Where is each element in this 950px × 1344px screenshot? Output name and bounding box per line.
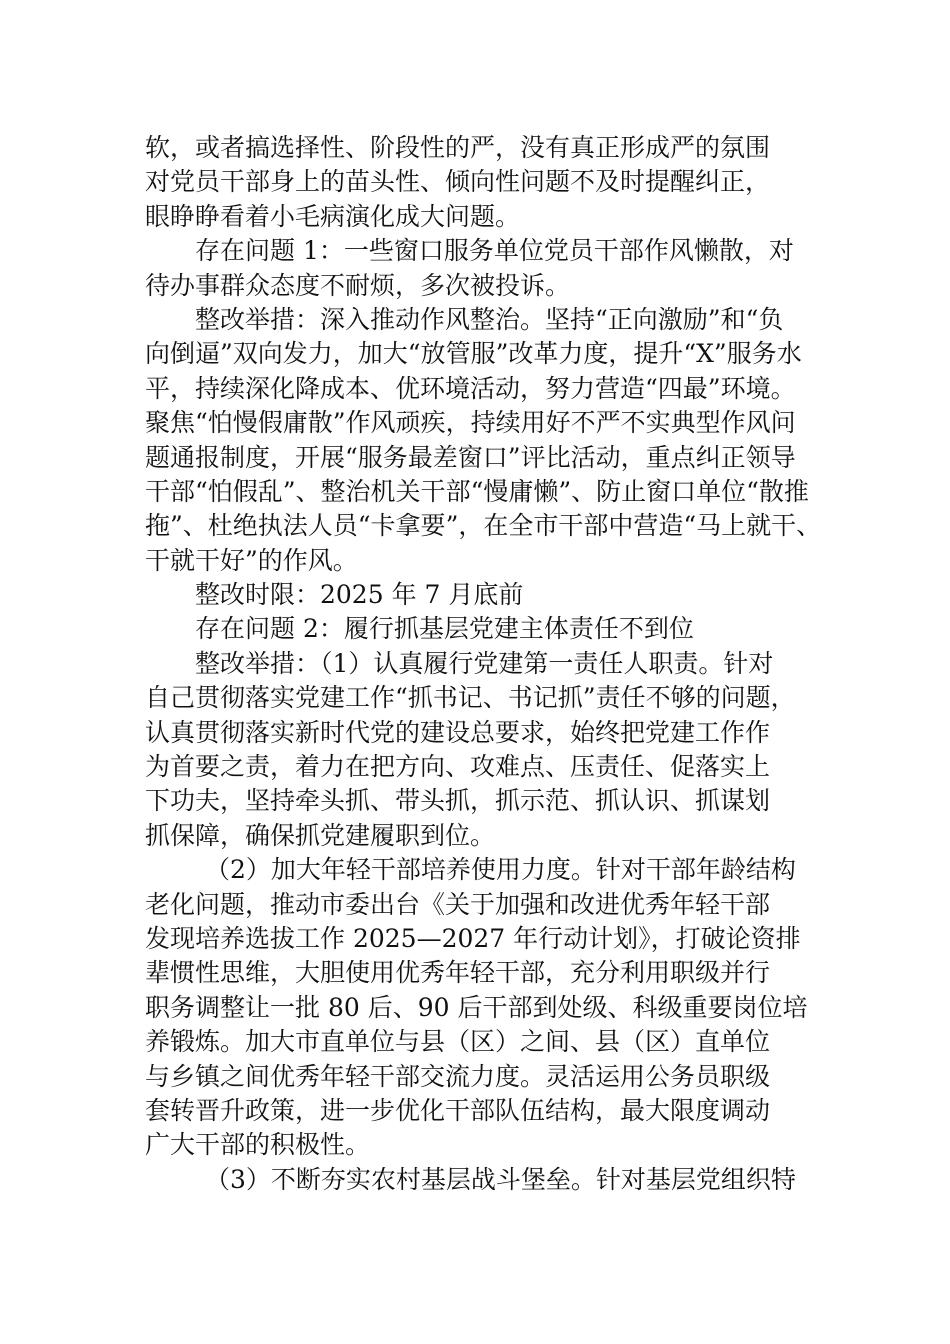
- text-line: 发现培养选拔工作 2025—2027 年行动计划》，打破论资排: [145, 923, 801, 953]
- text-line: 平，持续深化降成本、优环境活动，努力营造“四最”环境。: [145, 373, 796, 403]
- text-line: 认真贯彻落实新时代党的建设总要求，始终把党建工作作: [145, 717, 771, 747]
- text-line: （2）加大年轻干部培养使用力度。针对干部年龄结构: [205, 855, 796, 885]
- text-line: 为首要之责，着力在把方向、攻难点、压责任、促落实上: [145, 752, 771, 782]
- text-line: 干部“怕假乱”、整治机关干部“慢庸懒”、防止窗口单位“散推: [145, 476, 809, 506]
- text-line: 整改时限：2025 年 7 月底前: [195, 580, 524, 610]
- text-line: （3）不断夯实农村基层战斗堡垒。针对基层党组织特: [205, 1164, 796, 1194]
- text-line: 与乡镇之间优秀年轻干部交流力度。灵活运用公务员职级: [145, 1061, 771, 1091]
- text-line: 养锻炼。加大市直单位与县（区）之间、县（区）直单位: [145, 1027, 771, 1057]
- text-line: 自己贯彻落实党建工作“抓书记、书记抓”责任不够的问题，: [145, 683, 796, 713]
- text-line: 套转晋升政策，进一步优化干部队伍结构，最大限度调动: [145, 1095, 771, 1125]
- text-line: 广大干部的积极性。: [145, 1130, 371, 1160]
- text-line: 拖”、杜绝执法人员“卡拿要”，在全市干部中营造“马上就干、: [145, 511, 822, 541]
- text-line: 题通报制度，开展“服务最差窗口”评比活动，重点纠正领导: [145, 442, 796, 472]
- text-line: 抓保障，确保抓党建履职到位。: [145, 820, 496, 850]
- text-line: 老化问题，推动市委出台《关于加强和改进优秀年轻干部: [145, 889, 771, 919]
- text-line: 待办事群众态度不耐烦，多次被投诉。: [145, 270, 571, 300]
- text-line: 存在问题 1：一些窗口服务单位党员干部作风懒散，对: [195, 236, 794, 266]
- text-line: 下功夫，坚持牵头抓、带头抓，抓示范、抓认识、抓谋划: [145, 786, 771, 816]
- text-line: 存在问题 2：履行抓基层党建主体责任不到位: [195, 614, 694, 644]
- text-line: 辈惯性思维，大胆使用优秀年轻干部，充分利用职级并行: [145, 958, 771, 988]
- text-line: 软，或者搞选择性、阶段性的严，没有真正形成严的氛围: [145, 133, 771, 162]
- text-line: 职务调整让一批 80 后、90 后干部到处级、科级重要岗位培: [145, 992, 808, 1022]
- text-line: 聚焦“怕慢假庸散”作风顽疾，持续用好不严不实典型作风问: [145, 408, 796, 438]
- text-line: 整改举措：深入推动作风整治。坚持“正向激励”和“负: [195, 304, 784, 334]
- text-line: 对党员干部身上的苗头性、倾向性问题不及时提醒纠正，: [145, 167, 771, 197]
- text-line: 眼睁睁看着小毛病演化成大问题。: [145, 201, 521, 231]
- text-line: 整改举措：（1）认真履行党建第一责任人职责。针对: [195, 648, 774, 678]
- text-line: 向倒逼”双向发力，加大“放管服”改革力度，提升“X”服务水: [145, 339, 802, 369]
- text-line: 干就干好”的作风。: [145, 545, 358, 575]
- document-body: [145, 131, 820, 1197]
